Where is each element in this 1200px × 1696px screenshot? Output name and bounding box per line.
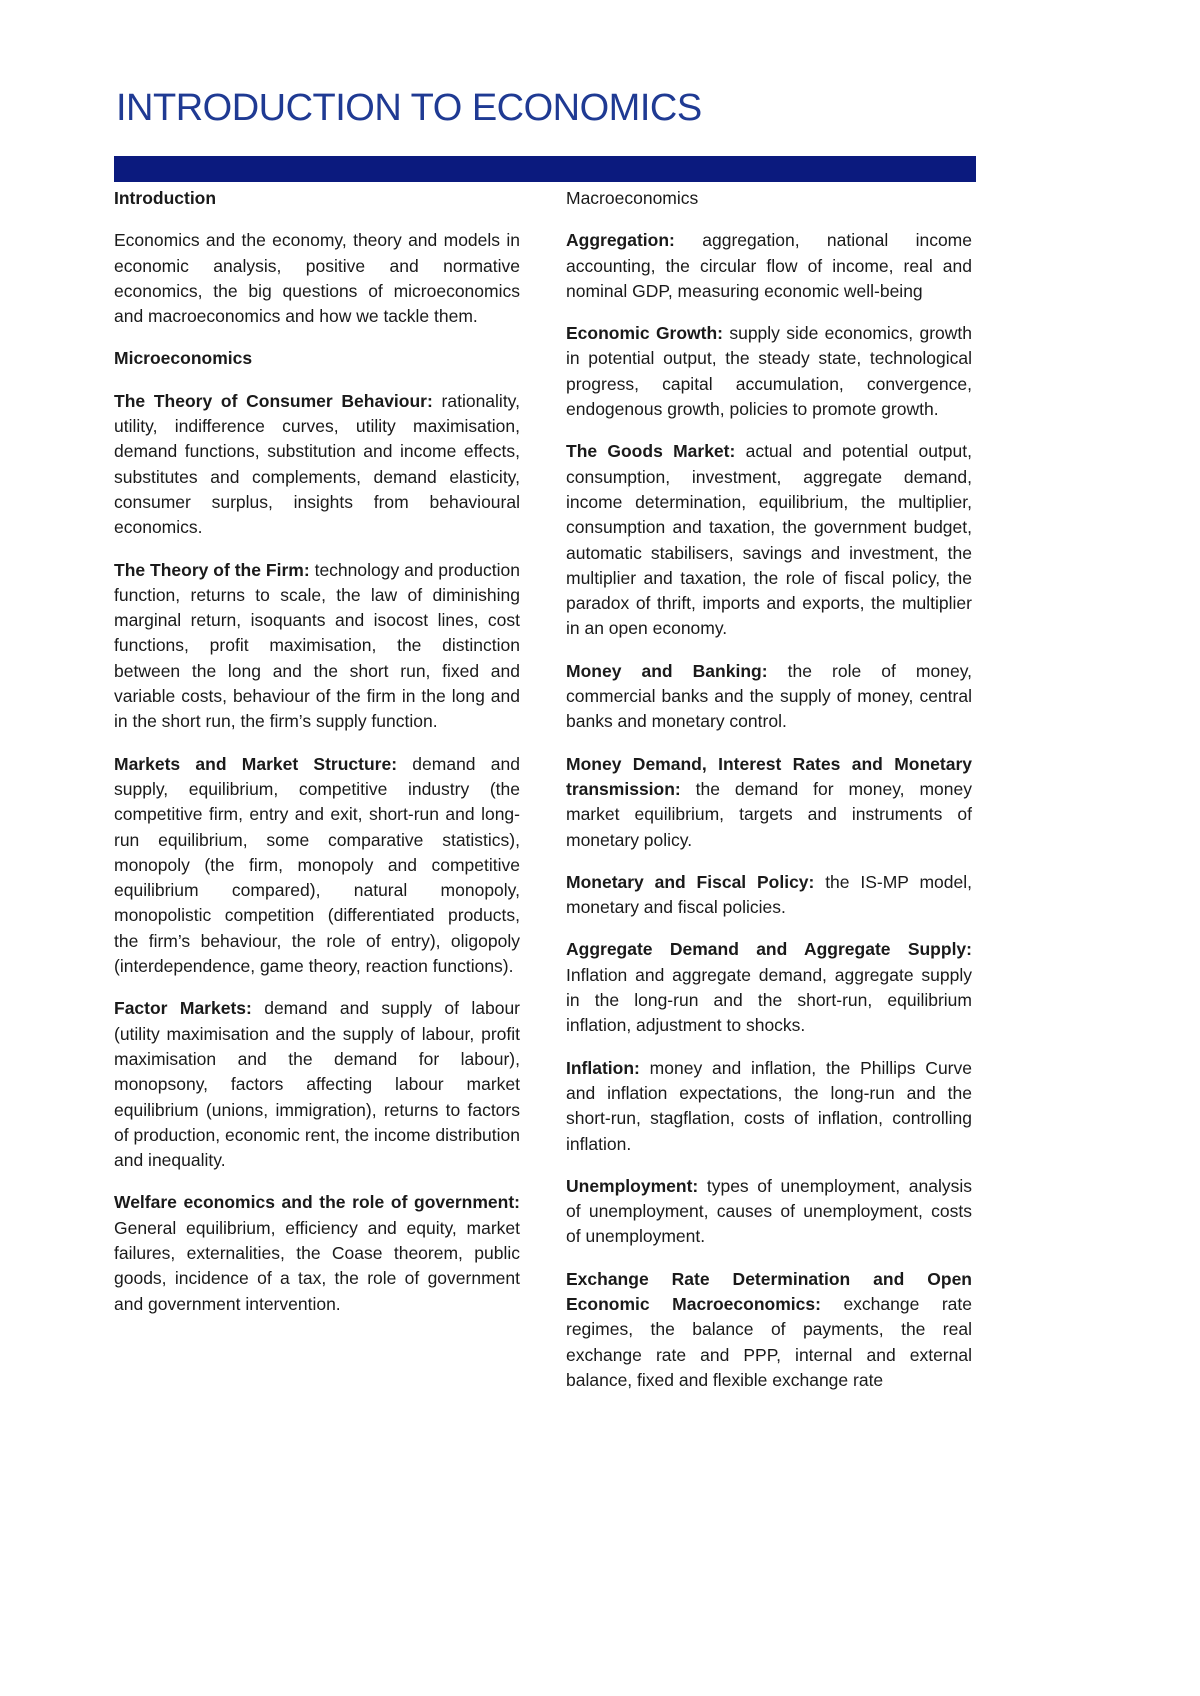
macroeconomics-heading: Macroeconomics [566, 188, 699, 208]
topic-text: types of unemployment, analysis of unemployment, causes of unemployment, costs of unemployment. [566, 1175, 972, 1247]
topic-text: aggregation, national income accounting, the circular flow of income, real and nominal GDP, measuring economic well-being [566, 230, 972, 301]
introduction-heading: Introduction [114, 188, 217, 208]
topic-text: Inflation and aggregate demand, aggregate supply in the long-run and the short-run, equilibrium inflation, adjustment to shocks. [566, 964, 972, 1036]
topic-term: Aggregation: [566, 230, 675, 251]
topic-term: Markets and Market Structure: [114, 753, 398, 774]
topic-welfare-economics [114, 1190, 520, 1316]
topic-aggregation [566, 228, 972, 304]
topic-text: demand and supply of labour (utility maximisation and the supply of labour, profit maximisation and the demand for labour), monopsony, factors affecting labour market equilibrium (unions, immigration), returns to factors of production, economic rent, the income distribution and inequality. [114, 998, 520, 1171]
topic-text: supply side economics, growth in potential output, the steady state, technological progress, capital accumulation, convergence, endogenous growth, policies to promote growth. [566, 323, 972, 420]
topic-term: Money Demand, Interest Rates and Monetary transmission: [566, 753, 972, 799]
topic-term: Monetary and Fiscal Policy: [566, 871, 815, 892]
topic-term: The Theory of the Firm: [114, 559, 310, 580]
topic-inflation [566, 1056, 972, 1157]
topic-theory-of-firm [114, 558, 520, 735]
topic-monetary-fiscal-policy [566, 870, 972, 921]
topic-text: the demand for money, money market equilibrium, targets and instruments of monetary policy. [566, 778, 972, 850]
topic-term: Welfare economics and the role of government: [114, 1192, 520, 1213]
topic-text: exchange rate regimes, the balance of payments, the real exchange rate and PPP, internal and external balance, fixed and flexible exchange rate [566, 1293, 972, 1390]
topic-term: Unemployment: [566, 1175, 699, 1196]
topic-goods-market [566, 439, 972, 641]
introduction-paragraph: Economics and the economy, theory and models in economic analysis, positive and normative economics, the big questions of microeconomics and macroeconomics and how we tackle them. [114, 230, 520, 327]
microeconomics-heading: Microeconomics [114, 348, 253, 369]
topic-term: The Theory of Consumer Behaviour: [114, 390, 433, 411]
topic-exchange-rate [566, 1267, 972, 1393]
topic-text: technology and production function, returns to scale, the law of diminishing marginal return, isoquants and isocost lines, cost functions, profit maximisation, the distinction between the long and the short run, fixed and variable costs, behaviour of the firm in the long and in the short run, the firm’s supply function. [114, 559, 520, 732]
topic-text: rationality, utility, indifference curves, utility maximisation, demand functions, substitution and income effects, substitutes and complements, demand elasticity, consumer surplus, insights from behavioural economics. [114, 390, 520, 538]
topic-text: demand and supply, equilibrium, competitive industry (the competitive firm, entry and exit, short-run and long-run equilibrium, some comparative statistics), monopoly (the firm, monopoly and competitive equilibrium compared), natural monopoly, monopolistic competition (differentiated products, the firm’s behaviour, the role of entry), oligopoly (interdependence, game theory, reaction functions). [114, 753, 520, 977]
topic-term: Money and Banking: [566, 660, 768, 681]
page-title: INTRODUCTION TO ECONOMICS [116, 87, 702, 129]
title-divider-bar [114, 156, 976, 182]
topic-term: Aggregate Demand and Aggregate Supply: [566, 939, 972, 960]
topic-term: Exchange Rate Determination and Open Economic Macroeconomics: [566, 1268, 972, 1314]
topic-term: Economic Growth: [566, 323, 724, 344]
topic-factor-markets [114, 996, 520, 1173]
topic-text: General equilibrium, efficiency and equity, market failures, externalities, the Coase theorem, public goods, incidence of a tax, the role of government and government intervention. [114, 1217, 520, 1314]
topic-text: the role of money, commercial banks and the supply of money, central banks and monetary control. [566, 660, 973, 732]
topic-consumer-behaviour [114, 389, 520, 541]
right-column [566, 186, 972, 1393]
topic-money-demand [566, 752, 972, 853]
topic-text: the IS-MP model, monetary and fiscal policies. [566, 871, 972, 918]
topic-market-structure [114, 752, 520, 980]
topic-term: The Goods Market: [566, 441, 736, 462]
topic-text: actual and potential output, consumption, investment, aggregate demand, income determination, equilibrium, the multiplier, consumption and taxation, the government budget, automatic stabilisers, savings and investment, the multiplier and taxation, the role of fiscal policy, the paradox of thrift, imports and exports, the multiplier in an open economy. [566, 441, 972, 639]
topic-text: money and inflation, the Phillips Curve and inflation expectations, the long-run and the short-run, stagflation, costs of inflation, controlling inflation. [566, 1057, 972, 1154]
topic-term: Inflation: [566, 1057, 640, 1078]
left-column [114, 186, 520, 1317]
topic-aggregate-demand-supply [566, 937, 972, 1038]
topic-unemployment [566, 1174, 972, 1250]
topic-economic-growth [566, 321, 972, 422]
topic-money-and-banking [566, 659, 972, 735]
topic-term: Factor Markets: [114, 998, 252, 1019]
